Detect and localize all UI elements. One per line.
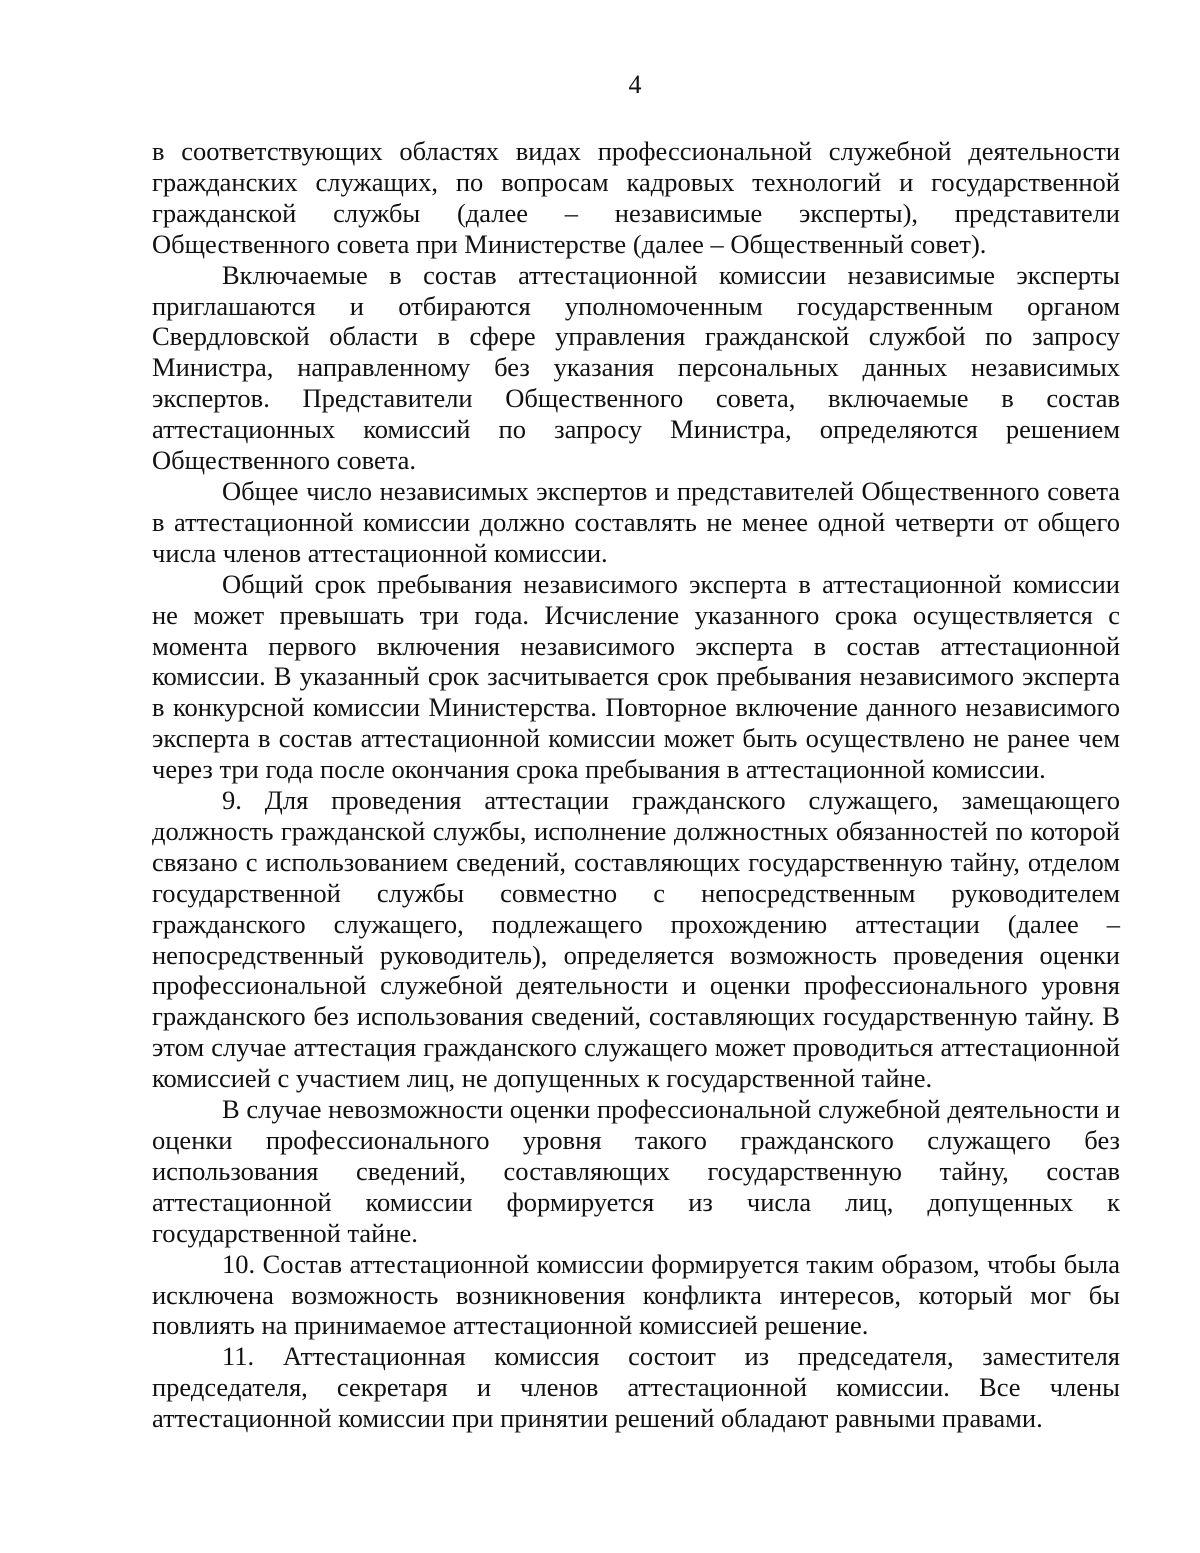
paragraph-item-10: 10. Состав аттестационной комиссии формируется таким образом, чтобы была исключена возможность возникновения конфликта интересов, который мог бы повлиять на принимаемое аттестационной комиссией решение. — [152, 1248, 1120, 1341]
paragraph-state-secret-case: В случае невозможности оценки профессиональной служебной деятельности и оценки профессионального уровня такого гражданского служащего без использования сведений, составляющих государственную тайну, состав аттестационной комиссии формируется из числа лиц, допущенных к государственной тайне. — [152, 1094, 1120, 1248]
paragraph-experts-invitation: Включаемые в состав аттестационной комиссии независимые эксперты приглашаются и отбираются уполномоченным государственным органом Свердловской области в сфере управления гражданской службой по запросу Министра, направленному без указания персональных данных независимых экспертов. Представители Общественного совета, включаемые в состав аттестационных комиссий по запросу Министра, определяются решением Общественного совета. — [152, 259, 1120, 476]
document-body — [152, 136, 1120, 1434]
page-number: 4 — [628, 70, 642, 99]
paragraph-item-11: 11. Аттестационная комиссия состоит из председателя, заместителя председателя, секретаря и членов аттестационной комиссии. Все члены аттестационной комиссии при принятии решений обладают равными правами. — [152, 1341, 1120, 1434]
paragraph-item-9: 9. Для проведения аттестации гражданского служащего, замещающего должность гражданской службы, исполнение должностных обязанностей по которой связано с использованием сведений, составляющих государственную тайну, отделом государственной службы совместно с непосредственным руководителем гражданского служащего, подлежащего прохождению аттестации (далее – непосредственный руководитель), определяется возможность проведения оценки профессиональной служебной деятельности и оценки профессионального уровня гражданского без использования сведений, составляющих государственную тайну. В этом случае аттестация гражданского служащего может проводиться аттестационной комиссией с участием лиц, не допущенных к государственной тайне. — [152, 785, 1120, 1094]
paragraph-expert-term: Общий срок пребывания независимого эксперта в аттестационной комиссии не может превышать три года. Исчисление указанного срока осуществляется с момента первого включения независимого эксперта в состав аттестационной комиссии. В указанный срок засчитывается срок пребывания независимого эксперта в конкурсной комиссии Министерства. Повторное включение данного независимого эксперта в состав аттестационной комиссии может быть осуществлено не ранее чем через три года после окончания срока пребывания в аттестационной комиссии. — [152, 568, 1120, 785]
paragraph-continuation: в соответствующих областях видах профессиональной служебной деятельности гражданских служащих, по вопросам кадровых технологий и государственной гражданской службы (далее – независимые эксперты), представители Общественного совета при Министерстве (далее – Общественный совет). — [152, 136, 1120, 259]
paragraph-experts-quota: Общее число независимых экспертов и представителей Общественного совета в аттестационной комиссии должно составлять не менее одной четверти от общего числа членов аттестационной комиссии. — [152, 475, 1120, 568]
